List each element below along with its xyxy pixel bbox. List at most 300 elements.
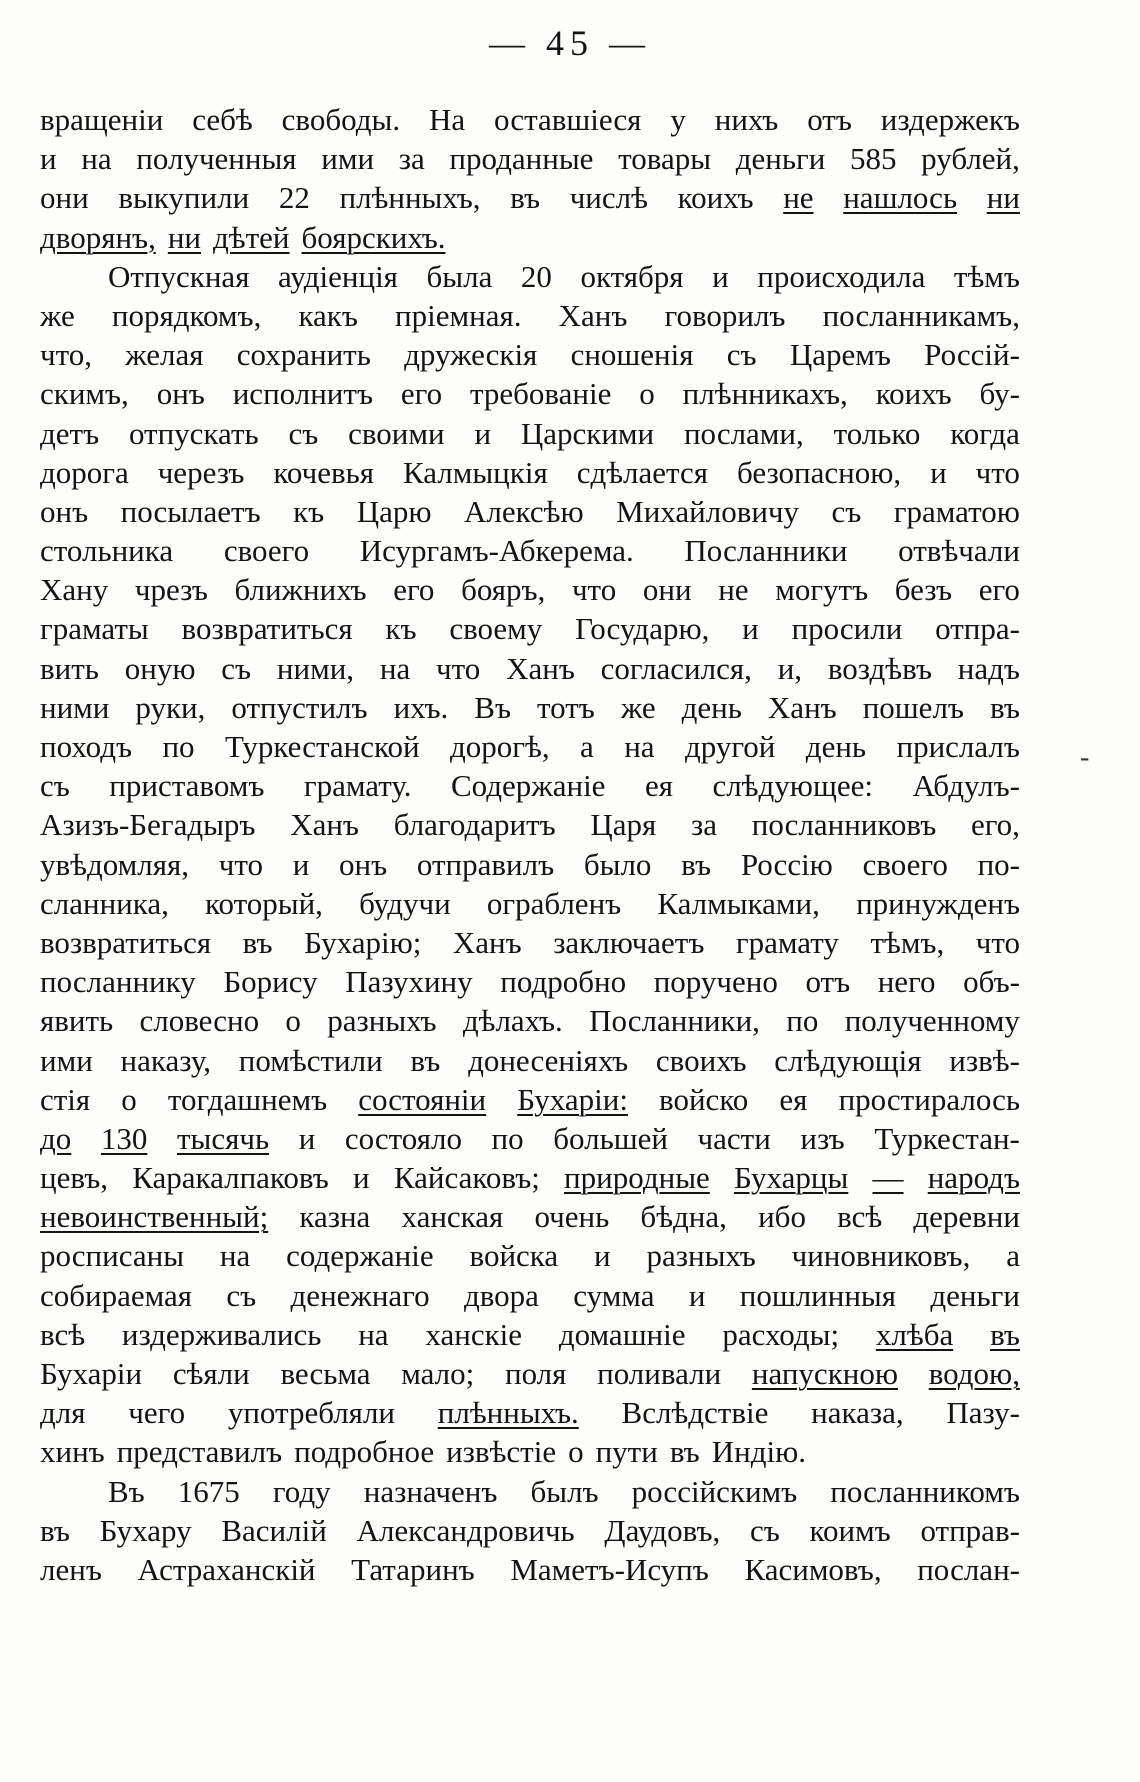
word: ибо xyxy=(758,1199,806,1235)
word: что xyxy=(571,572,617,608)
text-line xyxy=(40,218,1020,257)
word: ними xyxy=(40,689,110,725)
word: Азизъ-Бегадыръ xyxy=(40,807,256,843)
word: отъ xyxy=(807,102,852,137)
word: росписаны xyxy=(40,1238,185,1274)
word: октября xyxy=(580,258,684,294)
text-line xyxy=(40,1001,1020,1040)
text-line xyxy=(40,1197,1020,1236)
word: поручено xyxy=(653,964,778,1000)
word: Ханъ xyxy=(767,689,837,725)
word: деревни xyxy=(913,1199,1020,1235)
word: и xyxy=(712,258,729,294)
word: прислалъ xyxy=(896,729,1020,764)
word: изъ xyxy=(800,1120,845,1156)
word: употребляли xyxy=(227,1395,395,1431)
word: сумма xyxy=(573,1277,655,1313)
text-line xyxy=(40,1119,1020,1158)
word: Бухарцы xyxy=(734,1160,849,1196)
word: Борису xyxy=(223,964,318,1000)
text-line xyxy=(40,1511,1020,1550)
word: Бухару xyxy=(99,1512,192,1548)
word: его xyxy=(978,572,1020,608)
word: онъ xyxy=(339,846,388,882)
word: Василій xyxy=(221,1512,327,1548)
word: посланниковъ xyxy=(751,807,937,843)
word: товары xyxy=(618,141,712,177)
word: помѣстили xyxy=(238,1042,383,1078)
word: Туркестанской xyxy=(224,729,420,764)
word: невоинственный; xyxy=(40,1199,269,1235)
word: коихъ xyxy=(677,180,754,216)
word: состояніи xyxy=(358,1081,487,1117)
word: всѣ xyxy=(40,1316,86,1352)
word: Ханъ xyxy=(558,297,628,333)
word: въ xyxy=(669,1434,700,1470)
word: двора xyxy=(463,1277,539,1313)
word: приставомъ xyxy=(109,768,265,804)
word: подробное xyxy=(294,1434,435,1470)
text-line xyxy=(40,609,1020,648)
word: войско xyxy=(659,1081,749,1117)
word: деньги xyxy=(735,141,826,177)
word: что xyxy=(975,454,1020,490)
word: Пазухину xyxy=(345,964,473,1000)
word: бу- xyxy=(979,376,1020,412)
word: Пазу- xyxy=(946,1395,1020,1431)
word: руки, xyxy=(135,689,206,725)
word: оную xyxy=(124,650,196,686)
text-line xyxy=(40,1080,1020,1119)
word: будучи xyxy=(359,885,451,921)
word: дорога xyxy=(40,454,129,490)
word: ними, xyxy=(276,650,355,686)
word: Ханъ xyxy=(290,807,359,843)
word: возвратиться xyxy=(40,924,212,960)
word: какъ xyxy=(298,297,358,333)
word: россійскимъ xyxy=(631,1473,798,1509)
word: ограбленъ xyxy=(486,885,622,921)
word: они xyxy=(40,180,89,216)
word: Астраханскій xyxy=(137,1551,316,1587)
word: Калмыками, xyxy=(657,885,820,921)
word: На xyxy=(428,102,466,137)
word: отправилъ xyxy=(416,846,555,882)
word: хлѣба xyxy=(875,1316,954,1352)
word: ханскіе xyxy=(425,1316,523,1352)
word: — xyxy=(872,1160,904,1196)
word: Даудовъ, xyxy=(604,1512,721,1548)
word: Бухаріи xyxy=(40,1356,143,1391)
word: съ xyxy=(749,1512,780,1548)
word: отпускать xyxy=(128,415,259,451)
word: себѣ xyxy=(192,102,253,137)
word: числѣ xyxy=(569,180,648,216)
word: требованіе xyxy=(469,376,612,412)
word: извѣстіе xyxy=(446,1434,557,1470)
text-line xyxy=(40,884,1020,923)
word: дворянъ, xyxy=(40,219,156,255)
word: Вслѣдствіе xyxy=(621,1395,769,1431)
word: коихъ xyxy=(875,376,952,412)
word: Кайсаковъ; xyxy=(393,1160,540,1196)
word: въ xyxy=(40,1512,70,1548)
text-line xyxy=(40,1158,1020,1197)
word: весьма xyxy=(280,1356,371,1391)
word: сдѣлается xyxy=(576,454,708,490)
text-line xyxy=(40,492,1020,531)
word: а xyxy=(580,729,594,764)
word: желая xyxy=(125,337,204,373)
word: только xyxy=(833,415,921,451)
word: его xyxy=(393,572,435,608)
word: послан- xyxy=(917,1551,1020,1587)
word: Отпускная xyxy=(108,258,250,294)
word: ни xyxy=(986,180,1020,216)
word: пошелъ xyxy=(862,689,964,725)
word: по- xyxy=(977,846,1020,882)
word: день xyxy=(805,729,867,764)
word: природные xyxy=(564,1160,710,1196)
word: воздѣвъ xyxy=(827,650,932,686)
word: съ xyxy=(288,415,319,451)
word: скимъ, xyxy=(40,376,129,412)
word: посланникамъ, xyxy=(822,297,1020,333)
word: кочевья xyxy=(273,454,374,490)
word: отпустилъ xyxy=(231,689,368,725)
word: сохранить xyxy=(236,337,371,373)
word: состояло xyxy=(344,1120,462,1156)
word: ея xyxy=(779,1081,808,1117)
text-line xyxy=(40,257,1020,296)
word: вращеніи xyxy=(40,102,164,137)
word: ленъ xyxy=(40,1551,102,1587)
word: разныхъ xyxy=(327,1003,437,1039)
word: 585 xyxy=(849,141,897,177)
word: 20 xyxy=(520,258,552,294)
word: Туркестан- xyxy=(874,1120,1020,1156)
word: бояръ, xyxy=(461,572,546,608)
word: на xyxy=(624,729,655,764)
text-line xyxy=(40,453,1020,492)
word: Ханъ xyxy=(506,650,575,686)
word: грамату. xyxy=(303,768,412,804)
word: Татаринъ xyxy=(351,1551,475,1587)
word: по xyxy=(162,729,195,764)
word: и, xyxy=(777,650,803,686)
word: слѣдующее: xyxy=(712,768,873,804)
word: свободы. xyxy=(281,102,401,137)
text-line xyxy=(40,727,1020,766)
word: было xyxy=(583,846,652,882)
word: и xyxy=(742,611,759,647)
word: плѣнныхъ, xyxy=(339,180,481,216)
text-line xyxy=(40,649,1020,688)
word: и xyxy=(688,1277,706,1313)
word: Въ xyxy=(108,1473,145,1509)
word: простиралось xyxy=(838,1081,1020,1117)
word: порядкомъ, xyxy=(111,297,262,333)
word: черезъ xyxy=(157,454,245,490)
word: Каракалпаковъ xyxy=(132,1160,329,1196)
text-line xyxy=(40,296,1020,335)
word: тотъ xyxy=(537,689,595,725)
text-line xyxy=(40,1354,1020,1393)
word: же xyxy=(40,297,75,333)
word: собираемая xyxy=(40,1277,193,1313)
word: сѣяли xyxy=(172,1356,250,1391)
word: Россій- xyxy=(924,337,1020,373)
word: въ xyxy=(410,1042,441,1078)
word: отправ- xyxy=(920,1512,1020,1548)
word: расходы; xyxy=(722,1316,840,1352)
word: происходила xyxy=(757,258,926,294)
word: къ xyxy=(293,493,325,529)
word: Абдулъ- xyxy=(912,768,1020,804)
word: отъ xyxy=(805,964,851,1000)
text-line xyxy=(40,100,1020,139)
word: своихъ xyxy=(655,1042,747,1078)
word: бѣдна, xyxy=(640,1199,727,1235)
word: ближнихъ xyxy=(234,572,367,608)
text-line xyxy=(40,139,1020,178)
word: Царю xyxy=(356,493,432,529)
text-line xyxy=(40,1276,1020,1315)
word: 22 xyxy=(278,180,310,216)
word: что xyxy=(975,924,1020,960)
word: дружескія xyxy=(404,337,538,373)
word: къ xyxy=(385,611,417,647)
text-line xyxy=(40,570,1020,609)
text-line xyxy=(40,845,1020,884)
word: деньги xyxy=(930,1277,1020,1313)
word: плѣнникахъ, xyxy=(682,376,848,412)
word: Бухаріи: xyxy=(517,1081,628,1117)
word: 130 xyxy=(100,1120,148,1156)
text-line xyxy=(40,1432,1020,1471)
word: всѣ xyxy=(837,1199,883,1235)
word: цевъ, xyxy=(40,1160,108,1196)
word: коимъ xyxy=(809,1512,891,1548)
word: отпра- xyxy=(935,611,1020,647)
word: ими xyxy=(40,1042,93,1078)
word: явить xyxy=(40,1003,114,1039)
word: для xyxy=(40,1395,86,1431)
word: проданные xyxy=(449,141,594,177)
word: дѣтей xyxy=(213,219,290,255)
word: своего xyxy=(862,846,948,882)
word: издерживались xyxy=(121,1316,322,1352)
word: а xyxy=(1006,1238,1020,1274)
word: согласился, xyxy=(600,650,752,686)
word: исполнитъ xyxy=(232,376,373,412)
word: съ xyxy=(40,768,70,804)
word: его, xyxy=(970,807,1020,843)
word: тысячь xyxy=(176,1120,270,1156)
word: чрезъ xyxy=(134,572,208,608)
word: когда xyxy=(950,415,1020,451)
word: возвратиться xyxy=(181,611,353,647)
word: Россію xyxy=(740,846,833,882)
word: въ xyxy=(989,689,1020,725)
word: посланнику xyxy=(40,964,196,1000)
word: полученныя xyxy=(136,141,297,177)
word: съ xyxy=(831,493,862,529)
word: Маметъ-Исупъ xyxy=(510,1551,709,1587)
word: что xyxy=(218,846,263,882)
word: пріемная. xyxy=(395,297,522,333)
word: Индію. xyxy=(711,1434,806,1470)
word: подробно xyxy=(500,964,627,1000)
word: послами, xyxy=(683,415,804,451)
word: въ xyxy=(990,1316,1020,1352)
word: очень xyxy=(534,1199,610,1235)
word: нихъ xyxy=(714,102,779,137)
word: и xyxy=(40,141,57,177)
word: издержекъ xyxy=(880,102,1020,137)
word: о xyxy=(285,1003,301,1039)
word: Царскими xyxy=(520,415,655,451)
word: Посланники, xyxy=(589,1003,760,1039)
word: сношенія xyxy=(570,337,694,373)
word: на xyxy=(358,1316,389,1352)
word: день xyxy=(681,689,742,725)
word: о xyxy=(639,376,655,412)
word: наказа, xyxy=(811,1395,904,1431)
word: стія xyxy=(40,1081,91,1117)
text-line xyxy=(40,531,1020,570)
word: онъ xyxy=(40,493,89,529)
word: содержаніе xyxy=(286,1238,434,1274)
text-line xyxy=(40,1041,1020,1080)
word: ими xyxy=(321,141,375,177)
word: стольника xyxy=(40,533,174,569)
word: словесно xyxy=(139,1003,260,1039)
word: 1675 xyxy=(177,1473,240,1509)
word: оставшіеся xyxy=(494,102,642,137)
word: въ xyxy=(510,180,541,216)
word: до xyxy=(40,1120,72,1156)
word: безъ xyxy=(894,572,953,608)
word: Хану xyxy=(40,572,109,608)
word: въ xyxy=(242,924,273,960)
word: пути xyxy=(595,1434,658,1470)
word: Калмыцкія xyxy=(402,454,548,490)
word: съ xyxy=(226,1277,257,1313)
word: говорилъ xyxy=(664,297,786,333)
word: за xyxy=(398,141,425,177)
word: Бухарію; xyxy=(304,924,422,960)
text-line xyxy=(40,805,1020,844)
word: надъ xyxy=(957,650,1020,686)
word: принужденъ xyxy=(856,885,1020,921)
word: Государю, xyxy=(575,611,710,647)
word: они xyxy=(642,572,692,608)
word: ея xyxy=(644,768,673,804)
word: посылаетъ xyxy=(120,493,261,529)
word: по xyxy=(491,1120,524,1156)
text-line xyxy=(40,1315,1020,1354)
word: Ханъ xyxy=(452,924,522,960)
word: Александровичь xyxy=(356,1512,575,1548)
word: Посланники xyxy=(684,533,848,569)
text-line xyxy=(40,1393,1020,1432)
page-number: — 45 — xyxy=(489,23,651,63)
word: безопасною, xyxy=(736,454,902,490)
text-line xyxy=(40,1550,1020,1589)
word: дѣлахъ. xyxy=(462,1003,563,1039)
word: благодаритъ xyxy=(393,807,556,843)
word: былъ xyxy=(530,1473,599,1509)
word: грамату xyxy=(735,924,839,960)
word: выкупили xyxy=(118,180,250,216)
word: и xyxy=(298,1120,316,1156)
word: ихъ. xyxy=(393,689,449,725)
word: разныхъ xyxy=(646,1238,756,1274)
text-line xyxy=(40,923,1020,962)
word: детъ xyxy=(40,415,100,451)
text-line xyxy=(40,962,1020,1001)
word: съ xyxy=(726,337,757,373)
text-line xyxy=(40,374,1020,413)
word: Содержаніе xyxy=(450,768,606,804)
word: граматою xyxy=(893,493,1020,529)
word: Царя xyxy=(590,807,657,843)
word: за xyxy=(691,807,718,843)
word: войска xyxy=(469,1238,559,1274)
word: Алексѣю xyxy=(463,493,584,529)
word: наказу, xyxy=(120,1042,211,1078)
text-line xyxy=(40,766,1020,805)
word: ханская xyxy=(401,1199,504,1235)
word: у xyxy=(670,102,686,137)
word: увѣдомляя, xyxy=(40,846,190,882)
word: боярскихъ. xyxy=(301,219,446,255)
word: что, xyxy=(40,337,92,373)
word: сланника, xyxy=(40,885,169,921)
word: и xyxy=(353,1160,370,1196)
word: большей xyxy=(553,1120,668,1156)
word: пошлинныя xyxy=(739,1277,897,1313)
text-line xyxy=(40,178,1020,217)
word: своими xyxy=(348,415,445,451)
word: назначенъ xyxy=(363,1473,498,1509)
word: чего xyxy=(128,1395,186,1431)
word: домашніе xyxy=(558,1316,686,1352)
word: походъ xyxy=(40,729,133,764)
word: на xyxy=(81,141,112,177)
text-line xyxy=(40,688,1020,727)
word: дорогѣ, xyxy=(450,729,550,764)
word: по xyxy=(786,1003,819,1039)
word: извѣ- xyxy=(949,1042,1020,1078)
word: и xyxy=(930,454,947,490)
word: другой xyxy=(684,729,776,764)
word: чиновниковъ, xyxy=(791,1238,971,1274)
word: который, xyxy=(205,885,323,921)
word: и xyxy=(292,846,310,882)
word: онъ xyxy=(156,376,205,412)
word: тѣмъ, xyxy=(870,924,945,960)
word: напускною xyxy=(751,1356,899,1391)
word: тѣмъ xyxy=(953,258,1020,294)
word: съ xyxy=(221,650,252,686)
word: году xyxy=(272,1473,331,1509)
word: посланникомъ xyxy=(830,1473,1020,1509)
word: на xyxy=(379,650,411,686)
word: отвѣчали xyxy=(898,533,1020,569)
text-line xyxy=(40,414,1020,453)
